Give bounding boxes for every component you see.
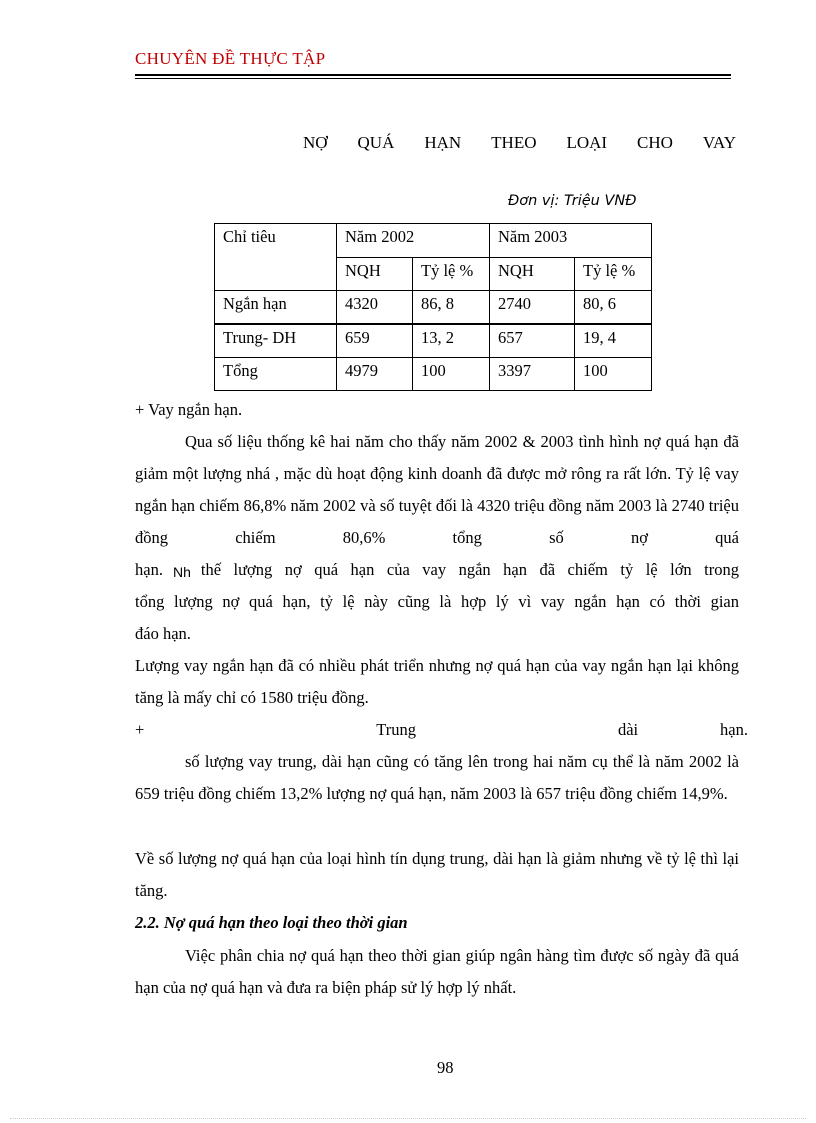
table-cell: 100 [413, 358, 490, 391]
paragraph-line [135, 554, 739, 586]
unit-label: Đơn vị: Triệu VNĐ [508, 193, 637, 209]
table-cell: 19, 4 [575, 324, 652, 358]
paragraph-line: đáo hạn. [135, 624, 191, 643]
header-cell-nqh: NQH [490, 257, 575, 291]
paragraph-fragment: thế lượng nợ quá hạn của vay ngắn hạn đã chiếm tỷ lệ lớn trong [200, 560, 739, 579]
table-cell: 86, 8 [413, 291, 490, 325]
table-cell: 80, 6 [575, 291, 652, 325]
overdue-debt-table [214, 223, 652, 391]
paragraph-short-term: Qua số liệu thống kê hai năm cho thấy năm 2002 & 2003 tình hình nợ quá hạn đã giảm một lượng nhá , mặc dù hoạt động kinh doanh đã được mở rông ra rất lớn. Tỷ lệ vay ngắn hạn chiếm 86,8% năm 2002 và số tuyệt đối là 4320 triệu đồng năm 2003 là 2740 triệu đồng chiếm 80,6% tổng số nợ quá [135, 432, 739, 547]
table-row [215, 324, 652, 358]
header-rule-thick [135, 74, 731, 76]
title-word: CHO [637, 133, 673, 152]
table-cell: 2740 [490, 291, 575, 325]
paragraph-ratio: Về số lượng nợ quá hạn của loại hình tín dụng trung, dài hạn là giảm nhưng về tỷ lệ thì lại tăng. [135, 849, 739, 900]
paragraph-medium-long-term: số lượng vay trung, dài hạn cũng có tăng lên trong hai năm cụ thể là năm 2002 là 659 triệu đồng chiếm 13,2% lượng nợ quá hạn, năm 2003 là 657 triệu đồng chiếm 14,9%. [135, 752, 739, 803]
subheading-word: + [135, 720, 145, 739]
document-header: CHUYÊN ĐỀ THỰC TẬP [135, 49, 326, 68]
section-title [303, 133, 736, 153]
table-cell: 657 [490, 324, 575, 358]
title-word: NỢ [303, 133, 328, 152]
table-cell: 3397 [490, 358, 575, 391]
title-word: LOẠI [566, 133, 608, 152]
header-cell-chitieu: Chỉ tiêu [215, 224, 337, 291]
table-row [215, 291, 652, 325]
table-cell: Tổng [215, 358, 337, 391]
table-cell: 13, 2 [413, 324, 490, 358]
paragraph-short-term-growth: Lượng vay ngắn hạn đã có nhiều phát triển nhưng nợ quá hạn của vay ngắn hạn lại không tăng là mấy chỉ có 1580 triệu đồng. [135, 656, 739, 707]
table-cell: 659 [337, 324, 413, 358]
title-word: QUÁ [357, 133, 395, 152]
subheading-word: Trung [376, 720, 416, 739]
header-cell-2003: Năm 2003 [490, 224, 652, 258]
paragraph-fragment: Nh [172, 564, 191, 580]
subheading-short-term: + Vay ngắn hạn. [135, 400, 243, 419]
header-cell-tyle: Tỷ lệ % [575, 257, 652, 291]
header-cell-nqh: NQH [337, 257, 413, 291]
title-word: THEO [491, 133, 537, 152]
title-word: VAY [702, 133, 736, 152]
page-bottom-border [10, 1118, 806, 1119]
paragraph-by-time: Việc phân chia nợ quá hạn theo thời gian giúp ngân hàng tìm được số ngày đã quá hạn của nợ quá hạn và đưa ra biện pháp sử lý hợp lý nhất. [135, 946, 739, 997]
header-cell-2002: Năm 2002 [337, 224, 490, 258]
subheading-word: dài [617, 720, 639, 739]
table-cell: 100 [575, 358, 652, 391]
subheading-word: hạn. [720, 720, 748, 739]
header-cell-tyle: Tỷ lệ % [413, 257, 490, 291]
table-cell: Trung- DH [215, 324, 337, 358]
paragraph-fragment: hạn. [135, 560, 163, 579]
table-cell: Ngắn hạn [215, 291, 337, 325]
subheading-medium-long-term [135, 720, 748, 740]
title-word: HẠN [424, 133, 462, 152]
table-cell: 4320 [337, 291, 413, 325]
header-rule-thin [135, 78, 731, 79]
table-cell: 4979 [337, 358, 413, 391]
section-heading: 2.2. Nợ quá hạn theo loại theo thời gian [135, 913, 408, 932]
paragraph-line: tổng lượng nợ quá hạn, tỷ lệ này cũng là hợp lý vì vay ngắn hạn có thời gian [135, 592, 739, 611]
page-number: 98 [437, 1058, 454, 1077]
table-row [215, 358, 652, 391]
